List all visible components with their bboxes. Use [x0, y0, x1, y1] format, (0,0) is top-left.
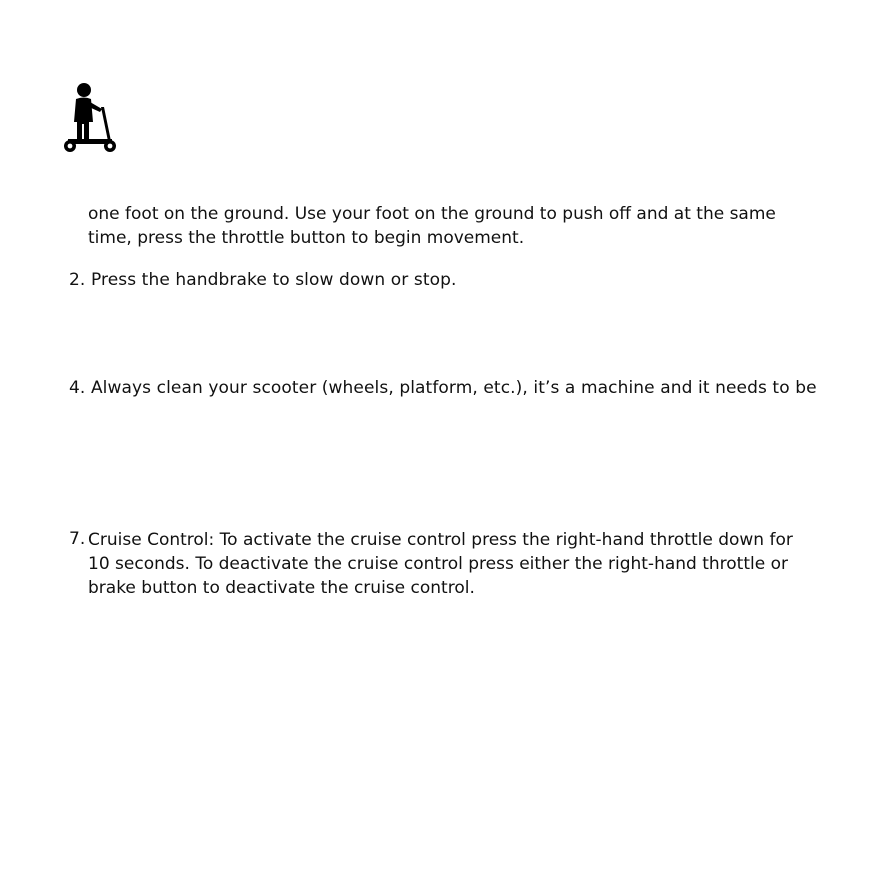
- step-text: Press the handbrake to slow down or stop.: [90, 270, 457, 290]
- step-text: Always clean your scooter (wheels, platform, etc.), it’s a machine and it needs to be: [90, 378, 817, 398]
- text-line: Cruise Control: To activate the cruise control press the right-hand throttle down for: [88, 530, 793, 550]
- continued-step-text: [88, 202, 776, 250]
- text-line: 10 seconds. To deactivate the cruise control press either the right-hand throttle or: [88, 554, 788, 574]
- step-7-number: 7.: [69, 529, 86, 549]
- child-on-scooter-icon: [60, 82, 120, 154]
- step-2: [69, 268, 457, 292]
- step-number: 4.: [69, 378, 86, 398]
- step-4: [69, 376, 817, 400]
- text-line: time, press the throttle button to begin movement.: [88, 228, 525, 248]
- step-number: 2.: [69, 270, 86, 290]
- text-line: one foot on the ground. Use your foot on the ground to push off and at the same: [88, 204, 776, 224]
- step-7-text: [88, 528, 793, 600]
- text-line: brake button to deactivate the cruise control.: [88, 578, 475, 598]
